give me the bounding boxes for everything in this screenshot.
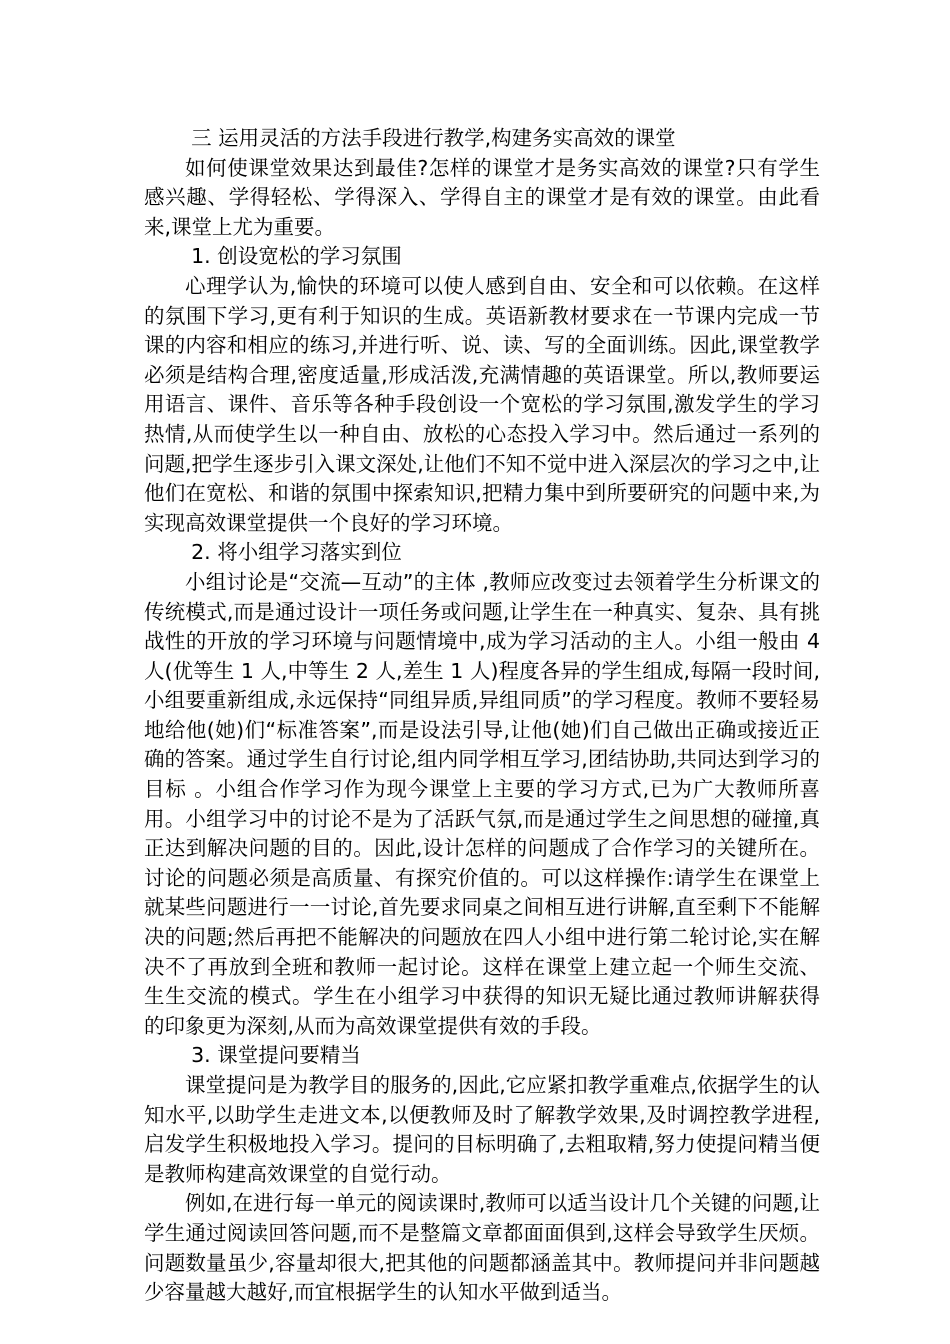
body-paragraph: 例如,在进行每一单元的阅读课时,教师可以适当设计几个关键的问题,让学生通过阅读回答问题,而不是整篇文章都面面俱到,这样会导致学生厌烦。问题数量虽少,容量却很大,把其他的问题都涵盖其中。教师提问并非问题越少容量越大越好,而宜根据学生的认知水平做到适当。 [144, 1191, 820, 1305]
body-paragraph: 心理学认为,愉快的环境可以使人感到自由、安全和可以依赖。在这样的氛围下学习,更有利于知识的生成。英语新教材要求在一节课内完成一节课的内容和相应的练习,并进行听、说、读、写的全面训练。因此,课堂教学必须是结构合理,密度适量,形成活泼,充满情趣的英语课堂。所以,教师要运用语言、课件、音乐等各种手段创设一个宽松的学习氛围,激发学生的学习热情,从而使学生以一种自由、放松的心态投入学习中。然后通过一系列的问题,把学生逐步引入课文深处,让他们不知不觉中进入深层次的学习之中,让他们在宽松、和谐的氛围中探索知识,把精力集中到所要研究的问题中来,为实现高效课堂提供一个良好的学习环境。 [144, 273, 820, 535]
body-paragraph: 小组讨论是“交流—互动”的主体 ,教师应改变过去领着学生分析课文的传统模式,而是通过设计一项任务或问题,让学生在一种真实、复杂、具有挑战性的开放的学习环境与问题情境中,成为学习活动的主人。小组一般由 4 人(优等生 1 人,中等生 2 人,差生 1 人)程度各异的学生组成,每隔一段时间,小组要重新组成,永远保持“同组异质,异组同质”的学习程度。教师不要轻易地给他(她)们“标准答案”,而是设法引导,让他(她)们自己做出正确或接近正确的答案。通过学生自行讨论,组内同学相互学习,团结协助,共同达到学习的目标 。小组合作学习作为现今课堂上主要的学习方式,已为广大教师所喜用。小组学习中的讨论不是为了活跃气氛,而是通过学生之间思想的碰撞,真正达到解决问题的目的。因此,设计怎样的问题成了合作学习的关键所在。讨论的问题必须是高质量、有探究价值的。可以这样操作:请学生在课堂上就某些问题进行一一讨论,首先要求同桌之间相互进行讲解,直至剩下不能解决的问题;然后再把不能解决的问题放在四人小组中进行第二轮讨论,实在解决不了再放到全班和教师一起讨论。这样在课堂上建立起一个师生交流、生生交流的模式。学生在小组学习中获得的知识无疑比通过教师讲解获得的印象更为深刻,从而为高效课堂提供有效的手段。 [144, 569, 820, 1038]
subsection-heading-1: 1. 创设宽松的学习氛围 [191, 244, 402, 269]
body-paragraph: 课堂提问是为教学目的服务的,因此,它应紧扣教学重难点,依据学生的认知水平,以助学生走进文本,以便教师及时了解教学效果,及时调控教学进程,启发学生积极地投入学习。提问的目标明确了,去粗取精,努力使提问精当便是教师构建高效课堂的自觉行动。 [144, 1073, 820, 1186]
intro-paragraph: 如何使课堂效果达到最佳?怎样的课堂才是务实高效的课堂?只有学生感兴趣、学得轻松、学得深入、学得自主的课堂才是有效的课堂。由此看来,课堂上尤为重要。 [144, 155, 820, 239]
document-body [144, 124, 820, 1308]
section-title: 三 运用灵活的方法手段进行教学,构建务实高效的课堂 [191, 126, 676, 150]
subsection-heading-3: 3. 课堂提问要精当 [191, 1043, 361, 1068]
subsection-heading-2: 2. 将小组学习落实到位 [191, 540, 402, 565]
